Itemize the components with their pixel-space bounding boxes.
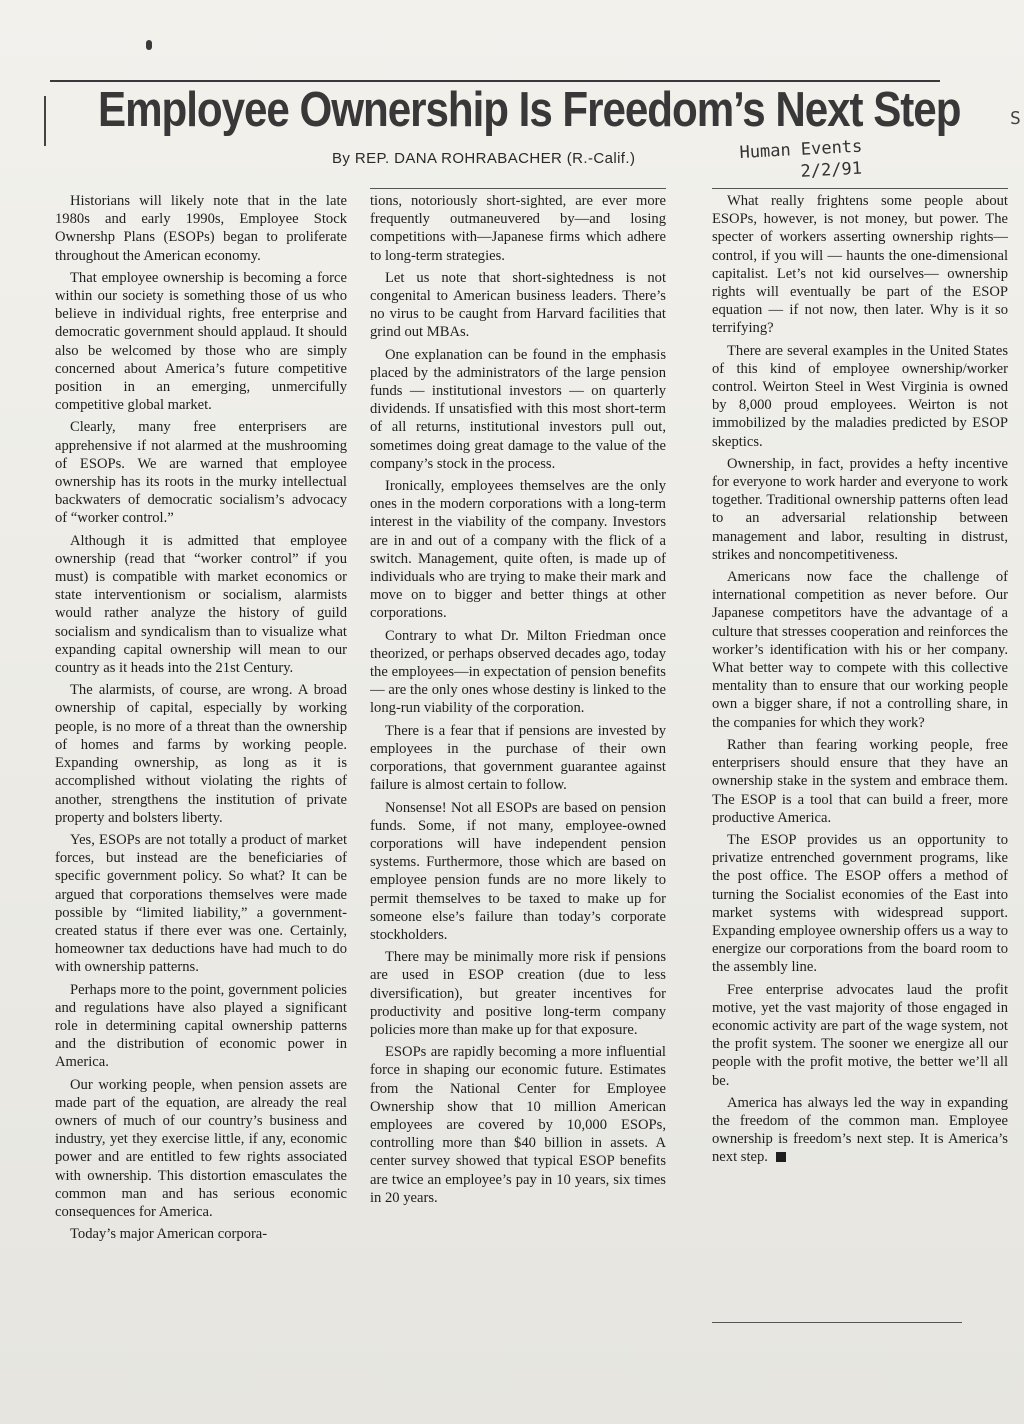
paragraph: Ironically, employees themselves are the only ones in the modern corporations with a long-term interest in the viability of the company. Investors are in and out of a company with the flick of a switch. Management, quite often, is made up of individuals who are trying to make their mark and move on to bigger and better things at other corporations. — [370, 478, 666, 622]
paragraph: There are several examples in the United States of this kind of employee ownership/worker control. Weirton Steel in West Virginia is owned by 8,000 proud employees. Weirton is not immobilized by the maladies predicted by ESOP skeptics. — [712, 342, 1008, 450]
handwritten-source: Human Events — [739, 136, 863, 164]
handwritten-date: 2/2/91 — [800, 158, 863, 182]
final-paragraph-text: America has always led the way in expanding the freedom of the common man. Employee ownership is freedom’s next step. It is America’s next step. — [712, 1094, 1008, 1166]
paragraph: Although it is admitted that employee ownership (read that “worker control” if you must) is compatible with market economics or state interventionism or socialism, alarmists would rather analyze the history of guild socialism and syndicalism than to visualize what expanding capital ownership will mean to our country as it heads into the 21st Century. — [55, 532, 347, 677]
column-rule — [712, 188, 1008, 189]
article-column-2 — [370, 192, 666, 1420]
paragraph: One explanation can be found in the emphasis placed by the administrators of the large pension funds — institutional investors — on quarterly dividends. If unsatisfied with this most short-term of all returns, institutional investors pull out, sometimes doing great damage to the value of the company’s stock in the process. — [370, 346, 666, 472]
paragraph: ESOPs are rapidly becoming a more influential force in shaping our economic future. Estimates from the National Center for Employee Ownership show that 10 million American employees are covered by 10,000 ESOPs, controlling more than $40 billion in assets. A center survey showed that typical ESOP benefits are twice an employee’s pay in 10 years, six times in 20 years. — [370, 1044, 666, 1206]
paragraph: Americans now face the challenge of international competition as never before. Our Japanese competitors have the advantage of a culture that stresses cooperation and reinforces the worker’s identification with his or her company. What better way to compete with this collective mentality than to ensure that our working people own a bigger share, if not a controlling share, in the companies for which they work? — [712, 569, 1008, 731]
paragraph: Today’s major American corpora- — [70, 1226, 268, 1243]
paragraph: Contrary to what Dr. Milton Friedman once theorized, or perhaps observed decades ago, today the employees—in expectation of pension benefits — are the only ones whose destiny is linked to the long-run viability of the corporation. — [370, 627, 666, 717]
paragraph: Rather than fearing working people, free enterprisers should ensure that they have an ownership stake in the system and embrace them. The ESOP is a tool that can build a freer, more productive America. — [712, 736, 1008, 826]
paragraph: Nonsense! Not all ESOPs are based on pension funds. Some, if not many, employee-owned corporations will have independent pension systems. Furthermore, those which are based on employee pension funds are no more likely to permit themselves to be taxed to make up for someone else’s failure than today’s corporate stockholders. — [370, 799, 666, 943]
paragraph: There may be minimally more risk if pensions are used in ESOP creation (due to less diversification), but greater incentives for productivity and positive long-term company policies more than make up for that exposure. — [370, 949, 666, 1038]
article-column-1 — [55, 192, 347, 1420]
paragraph: Perhaps more to the point, government policies and regulations have also played a significant role in determining capital ownership patterns and the distribution of economic power in America. — [55, 981, 347, 1071]
ink-speck — [146, 40, 152, 50]
handwritten-annotation — [739, 130, 971, 186]
paragraph: Yes, ESOPs are not totally a product of market forces, but instead are the beneficiaries of specific government policy. So what? It can be argued that corporations themselves were made possible by “limited liability,” a government-created status if there ever was one. Certainly, homeowner tax deductions have had much to do with ownership patterns. — [55, 831, 347, 976]
column-rule — [370, 188, 666, 189]
margin-letter: S — [1010, 108, 1021, 129]
paragraph: Clearly, many free enterprisers are apprehensive if not alarmed at the mushrooming of ESOPs. We are warned that employee ownership has its roots in the murky intellectual backwaters of democratic socialism’s advocacy of “worker control.” — [55, 419, 347, 527]
paragraph: That employee ownership is becoming a force within our society is something those of us who believe in individual rights, free enterprise and democratic government should applaud. It should also be welcomed by those who are simply concerned about America’s future competitive position in an emerging, unmercifully competitive global market. — [55, 269, 347, 414]
paragraph: Free enterprise advocates laud the profit motive, yet the vast majority of those engaged in economic activity are part of the wage system, not the profit system. The sooner we energize all our people with the profit motive, the better we’ll all be. — [712, 981, 1008, 1089]
final-paragraph — [712, 1094, 1008, 1167]
paragraph: The alarmists, of course, are wrong. A broad ownership of capital, especially by working people, is no more of a threat than the ownership of homes and farms by working people. Expanding ownership, as long as it is accomplished without violating the rights of another, strengthens the institution of private property and bolsters liberty. — [55, 682, 347, 826]
paragraph: Our working people, when pension assets are made part of the equation, are already the real owners of much of our country’s business and industry, yet they exercise little, if any, economic power and are entitled to few rights associated with ownership. This distortion emasculates the common man and has serious economic consequences for America. — [55, 1076, 347, 1220]
paragraph: Ownership, in fact, provides a hefty incentive for everyone to work harder and everyone to work together. Traditional ownership patterns often lead to an adversarial relationship between management and labor, resulting in distrust, strikes and noncompetitiveness. — [712, 455, 1008, 563]
paragraph: Historians will likely note that in the late 1980s and early 1990s, Employee Stock Ownershp Plans (ESOPs) began to proliferate throughout the American economy. — [55, 193, 347, 264]
margin-mark-line — [44, 96, 49, 146]
paragraph: tions, notoriously short-sighted, are ever more frequently outmaneuvered by—and losing competitions with—Japanese firms which adhere to long-term strategies. — [370, 193, 666, 264]
paragraph: What really frightens some people about ESOPs, however, is not money, but power. The specter of workers asserting ownership rights—control, if you will — haunts the one-dimensional capitalist. Let’s not kid ourselves— ownership rights will eventually be part of the ESOP equation — if not now, then later. Why is it so terrifying? — [712, 193, 1008, 337]
paragraph: Let us note that short-sightedness is not congenital to American business leaders. There’s no virus to be caught from Harvard facilities that grind out MBAs. — [370, 269, 666, 341]
article-column-3 — [712, 192, 1008, 1322]
article-headline: Employee Ownership Is Freedom’s Next Step — [98, 83, 961, 137]
paragraph: The ESOP provides us an opportunity to privatize entrenched government programs, like the post office. The ESOP offers a method of turning the Socialist economies of the East into market systems with widespread support. Expanding employee ownership offers us a way to energize our corporations from the board room to the assembly line. — [712, 831, 1008, 976]
paragraph: There is a fear that if pensions are invested by employees in the purchase of their own corporations, that government guarantee against failure is almost certain to follow. — [370, 722, 666, 794]
end-rule — [712, 1322, 962, 1323]
article-byline: By REP. DANA ROHRABACHER (R.-Calif.) — [332, 150, 636, 167]
end-of-article-icon — [776, 1152, 786, 1162]
